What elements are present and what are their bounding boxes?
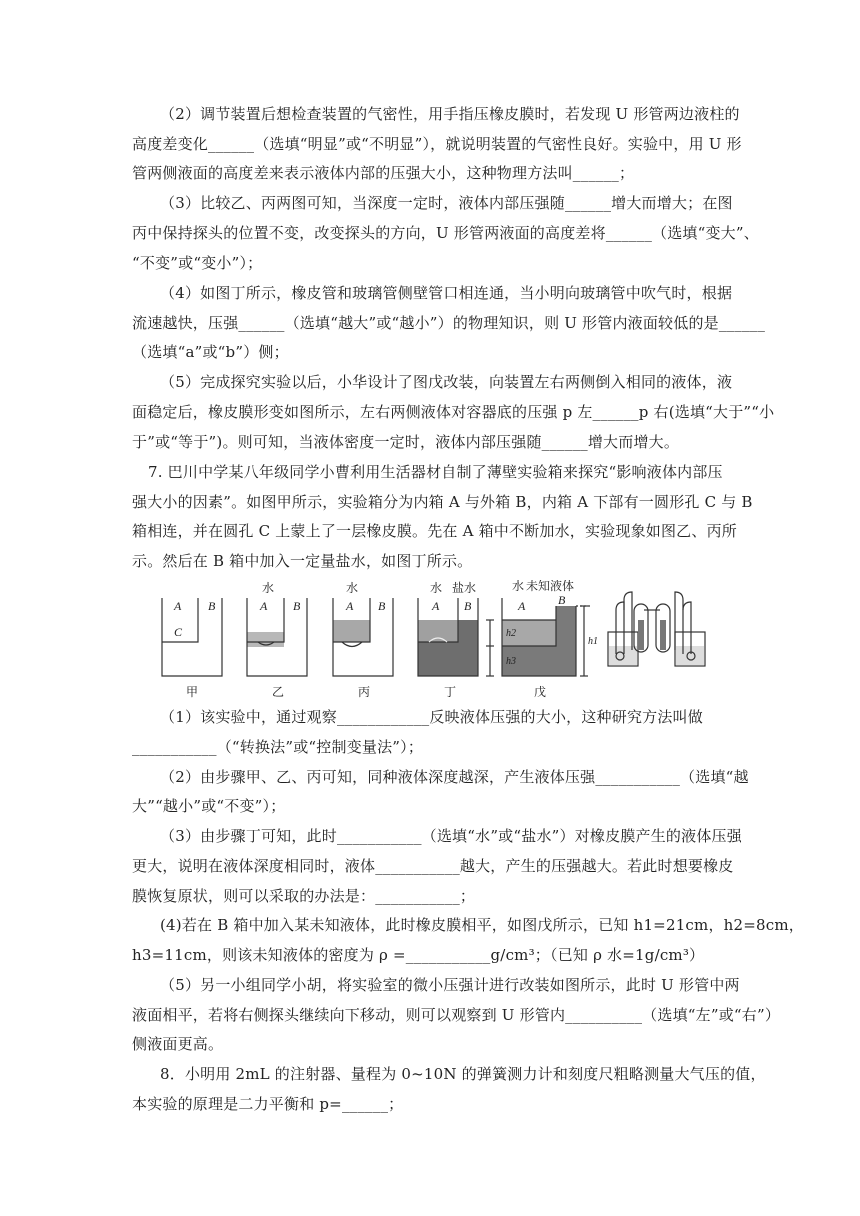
- q7-part3-line1: （3）由步骤丁可知，此时___________（选填“水”或“盐水”）对橡皮膜产生的液体压强: [160, 827, 742, 845]
- u-tube-manometer: [608, 592, 705, 666]
- q6-part2-line2: 高度差变化______（选填“明显”或“不明显”），就说明装置的气密性良好。实验中，用 U 形: [132, 135, 742, 153]
- q6-part2-line1: （2）调节装置后想检查装置的气密性，用手指压橡皮膜时，若发现 U 形管两边液柱的: [160, 105, 740, 123]
- label-c-jia: C: [174, 625, 183, 639]
- q7-part1-line1: （1）该实验中，通过观察____________反映液体压强的大小，这种研究方法叫做: [160, 708, 703, 726]
- q7-part5-line3: 侧液面更高。: [132, 1035, 224, 1053]
- q7-part4-line1: (4)若在 B 箱中加入某未知液体，此时橡皮膜相平，如图戊所示，已知 h1=21cm，h2=8cm，: [160, 916, 805, 934]
- caption-bing: 丙: [358, 685, 371, 698]
- label-b-bing: B: [378, 599, 386, 613]
- caption-ding: 丁: [444, 685, 457, 698]
- q6-part5-line1: （5）完成探究实验以后，小华设计了图戊改装，向装置左右两侧倒入相同的液体，液: [160, 373, 733, 391]
- label-a-ding: A: [432, 599, 440, 613]
- label-h3: h3: [506, 656, 516, 667]
- label-b-ding: B: [464, 599, 472, 613]
- q7-part5-line1: （5）另一小组同学小胡，将实验室的微小压强计进行改装如图所示，此时 U 形管中两: [160, 976, 740, 994]
- caption-yi: 乙: [272, 685, 285, 698]
- q7-stem-line1: 7. 巴川中学某八年级同学小曹利用生活器材自制了薄壁实验箱来探究“影响液体内部压: [148, 463, 723, 481]
- q7-stem-line4: 示。然后在 B 箱中加入一定量盐水，如图丁所示。: [132, 552, 473, 570]
- top-label-wu-unknown: 未知液体: [526, 580, 575, 593]
- q8-stem-line1: 8．小明用 2mL 的注射器、量程为 0~10N 的弹簧测力计和刻度尺粗略测量大气压的值，: [160, 1065, 766, 1083]
- caption-jia: 甲: [186, 685, 199, 698]
- q6-part3-line1: （3）比较乙、丙两图可知，当深度一定时，液体内部压强随______增大而增大；在图: [160, 194, 733, 212]
- q6-part3-line2: 丙中保持探头的位置不变，改变探头的方向，U 形管两液面的高度差将______（选填“变大”、: [132, 224, 759, 242]
- q6-part4-line3: （选填“a”或“b”）侧；: [132, 343, 289, 361]
- label-h1: h1: [588, 636, 598, 647]
- q6-part5-line2: 面稳定后，橡皮膜形变如图所示，左右两侧液体对容器底的压强 p 左______p 右(选填“大于”“小: [132, 403, 775, 421]
- label-b-wu: B: [558, 593, 566, 607]
- label-a-bing: A: [346, 599, 354, 613]
- q7-part2-line2: 大”“越小”或“不变”）；: [132, 797, 286, 815]
- label-b-jia: B: [208, 599, 216, 613]
- top-label-ding-brine: 盐水: [452, 581, 477, 595]
- top-label-yi: 水: [262, 581, 275, 595]
- top-label-wu-water: 水: [512, 580, 525, 593]
- q7-stem-line3: 箱相连，并在圆孔 C 上蒙上了一层橡皮膜。先在 A 箱中不断加水，实验现象如图乙、丙所: [132, 522, 737, 540]
- q6-part4-line1: （4）如图丁所示，橡皮管和玻璃管侧壁管口相连通，当小明向玻璃管中吹气时，根据: [160, 284, 733, 302]
- q7-part4-line2: h3=11cm，则该未知液体的密度为 ρ =___________g/cm³；（已知 ρ 水=1g/cm³）: [132, 946, 705, 964]
- q7-part2-line1: （2）由步骤甲、乙、丙可知，同种液体深度越深，产生液体压强___________（选填“越: [160, 768, 749, 786]
- label-a-yi: A: [260, 599, 268, 613]
- q7-apparatus-figure: [150, 580, 760, 698]
- q6-part5-line3: 于”或“等于”)。则可知，当液体密度一定时，液体内部压强随______增大而增大。: [132, 433, 680, 451]
- q6-part2-line3: 管两侧液面的高度差来表示液体内部的压强大小，这种物理方法叫______；: [132, 164, 635, 182]
- label-b-yi: B: [293, 599, 301, 613]
- top-label-ding-water: 水: [430, 581, 443, 595]
- top-label-bing: 水: [346, 581, 359, 595]
- q8-stem-line2: 本实验的原理是二力平衡和 p=______；: [132, 1095, 404, 1113]
- q6-part4-line2: 流速越快，压强______（选填“越大”或“越小”）的物理知识，则 U 形管内液面较低的是______: [132, 314, 766, 332]
- q7-part5-line2: 液面相平，若将右侧探头继续向下移动，则可以观察到 U 形管内__________（选填“左”或“右”）: [132, 1006, 781, 1024]
- label-h2: h2: [506, 628, 516, 639]
- caption-wu: 戊: [534, 685, 547, 698]
- label-a-wu: A: [518, 599, 526, 613]
- q7-part1-line2: ___________（“转换法”或“控制变量法”）；: [132, 738, 424, 756]
- label-a-jia: A: [174, 599, 182, 613]
- q6-part3-line3: “不变”或“变小”）；: [132, 254, 263, 272]
- diagram-wu: [486, 598, 590, 676]
- q7-part3-line3: 膜恢复原状，则可以采取的办法是：___________；: [132, 887, 476, 905]
- q7-part3-line2: 更大，说明在液体深度相同时，液体___________越大，产生的压强越大。若此时想要橡皮: [132, 857, 734, 875]
- q7-stem-line2: 强大小的因素”。如图甲所示，实验箱分为内箱 A 与外箱 B，内箱 A 下部有一圆形孔 C 与 B: [132, 493, 753, 511]
